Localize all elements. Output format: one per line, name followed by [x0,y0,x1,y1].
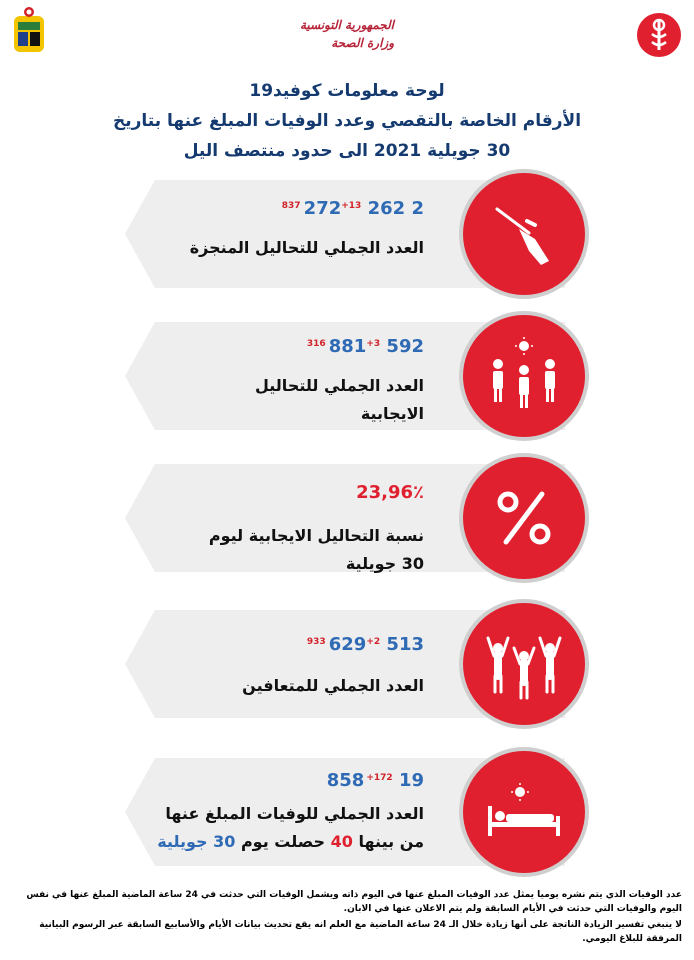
deaths-label [157,800,424,856]
tests-increase: +13 837 [281,200,362,211]
deaths-label-date: 30 جويلية [157,832,236,851]
recovered-metric [305,634,424,655]
positive-label-line1: العدد الجملي للتحاليل [254,376,424,395]
tunisia-emblem-icon [12,6,46,54]
deaths-day-count: 40 [330,832,353,851]
page-title [0,76,694,166]
rate-label-line2: 30 جويلية [345,554,424,573]
deaths-label-line1: العدد الجملي للوفيات المبلغ عنها [165,804,424,823]
deaths-label-line2 [157,828,424,856]
gov-line2: وزارة الصحة [331,36,394,50]
deaths-label-line2-c: حصلت يوم [240,832,326,851]
deaths-label-line2-a: من بينها [358,832,424,851]
rate-label [209,522,424,578]
recovered-total: 513 629 [328,634,424,655]
note-increase-warning: لا ينبغي تفسير الزيادة الناتجة على أنها زيادة خلال الـ 24 ساعة الماضية مع العلم انه يقع تحديث بيانات الأيام والأسابيع السابقة عبر الرسوم البيانية المرفقة للبلاغ اليومي. [39,920,682,944]
deaths-total: 19 858 [326,770,424,791]
positive-rate-value: 23,96٪ [356,482,424,503]
gov-line1: الجمهورية التونسية [299,18,394,32]
positive-people-icon [463,315,585,437]
positive-metric [305,336,424,357]
government-name [300,16,394,52]
recovered-label: العدد الجملي للمتعافين [242,676,424,695]
title-line3: 30 جويلية 2021 الى حدود منتصف اليل [183,141,511,161]
deaths-increase: +172 [366,772,393,783]
positive-total: 592 881 [328,336,424,357]
positive-increase: +3 316 [306,338,381,349]
rate-metric [356,482,424,503]
percent-icon [463,457,585,579]
deaths-metric [327,770,424,791]
recovered-increase: +2 933 [306,636,381,647]
header [0,0,694,70]
bed-patient-icon [463,751,585,873]
tests-label: العدد الجملي للتحاليل المنجزة [189,238,424,257]
tests-total: 2 262 272 [303,198,424,219]
note-deaths-explanation: عدد الوفيات الذي يتم نشره يوميا يمثل عدد الوفيات المبلغ عنها في اليوم ذاته ويشمل الوفيات التي حدثت في 24 ساعة الماضية المبلغ عنها في نفس اليوم والوفيات التي حدثت في الأيام السابقة ولم يتم الاعلان عنها في الابان. [26,890,682,914]
swab-test-icon [463,173,585,295]
tests-metric [280,198,424,219]
rate-label-line1: نسبة التحاليل الايجابية ليوم [208,526,424,545]
title-line1: لوحة معلومات كوفيد19 [249,81,445,101]
ministry-health-logo-icon [636,12,682,58]
positive-label-line2: الايجابية [360,404,424,423]
recovered-people-icon [463,603,585,725]
positive-label [255,372,424,428]
title-line2: الأرقام الخاصة بالتقصي وعدد الوفيات المبلغ عنها بتاريخ [112,111,582,131]
